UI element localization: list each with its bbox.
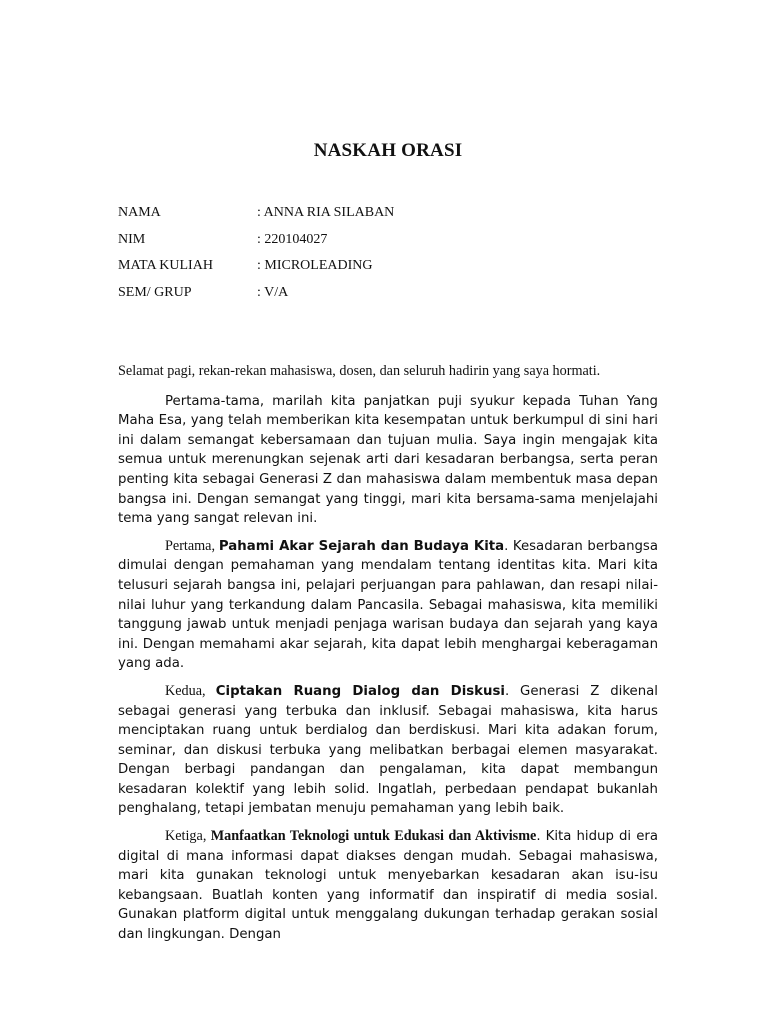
speech-body [118, 362, 658, 953]
paragraph-opening: Pertama-tama, marilah kita panjatkan puji syukur kepada Tuhan Yang Maha Esa, yang telah memberikan kita kesempatan untuk berkumpul di sini hari ini dalam semangat kebersamaan dan tujuan mulia. Saya ingin mengajak kita semua untuk merenungkan sejenak arti dari kesadaran berbangsa, serta peran penting kita sebagai Generasi Z dan mahasiswa dalam membentuk masa depan bangsa ini. Dengan semangat yang tinggi, mari kita bersama-sama menjelajahi tema yang sangat relevan ini. [118, 393, 658, 527]
info-row-nim [118, 232, 394, 259]
info-label: NAMA [118, 205, 161, 220]
paragraph-third-point [118, 827, 658, 945]
info-value: : ANNA RIA SILABAN [257, 205, 395, 220]
info-label: NIM [118, 231, 146, 247]
greeting-paragraph: Selamat pagi, rekan-rekan mahasiswa, dosen, dan seluruh hadirin yang saya hormati. [118, 363, 601, 379]
info-label: SEM/ GRUP [118, 284, 192, 300]
paragraph-intro: Pertama, [165, 537, 219, 554]
info-label: MATA KULIAH [118, 258, 213, 274]
paragraph-second-point [118, 682, 658, 819]
paragraph-text: . Kesadaran berbangsa dimulai dengan pemahaman yang mendalam tentang identitas kita. Mari kita telusuri sejarah bangsa ini, pelajari perjuangan para pahlawan, dan resapi nilai-nilai luhur yang terkandung dalam Pancasila. Sebagai mahasiswa, kita memiliki tanggung jawab untuk menjadi penjaga warisan budaya dan sejarah yang kaya ini. Dengan memahami akar sejarah, kita dapat lebih menghargai keberagaman yang ada. [118, 538, 659, 672]
info-value: : V/A [257, 284, 289, 300]
info-row-name [118, 205, 394, 232]
info-value: : 220104027 [257, 231, 328, 247]
paragraph-first-point [118, 537, 658, 674]
document-title: NASKAH ORASI [313, 140, 463, 161]
paragraph-heading: Manfaatkan Teknologi untuk Edukasi dan Aktivisme [210, 828, 537, 845]
info-row-group [118, 285, 394, 312]
info-table [118, 205, 394, 311]
paragraph-intro: Ketiga, [165, 828, 211, 845]
info-value: : MICROLEADING [257, 258, 373, 274]
paragraph-text: . Kita hidup di era digital di mana informasi dapat diakses dengan mudah. Sebagai mahasiswa, mari kita gunakan teknologi untuk menyebarkan kesadaran akan isu-isu kebangsaan. Buatlah konten yang informatif dan inspiratif di media sosial. Gunakan platform digital untuk menggalang dukungan terhadap gerakan sosial dan lingkungan. Dengan [118, 829, 658, 943]
paragraph-intro: Kedua, [165, 682, 216, 699]
paragraph-text: . Generasi Z dikenal sebagai generasi yang terbuka dan inklusif. Sebagai mahasiswa, kita harus menciptakan ruang untuk berdialog dan berdiskusi. Mari kita adakan forum, seminar, dan diskusi terbuka yang melibatkan berbagai elemen masyarakat. Dengan berbagi pandangan dan pengalaman, kita dapat membangun kesadaran kolektif yang lebih solid. Ingatlah, perbedaan pendapat bukanlah penghalang, tetapi jembatan menuju pemahaman yang lebih baik. [118, 683, 659, 817]
info-row-course [118, 258, 394, 285]
paragraph-heading: Pahami Akar Sejarah dan Budaya Kita [218, 538, 505, 554]
paragraph-heading: Ciptakan Ruang Dialog dan Diskusi [215, 683, 505, 699]
